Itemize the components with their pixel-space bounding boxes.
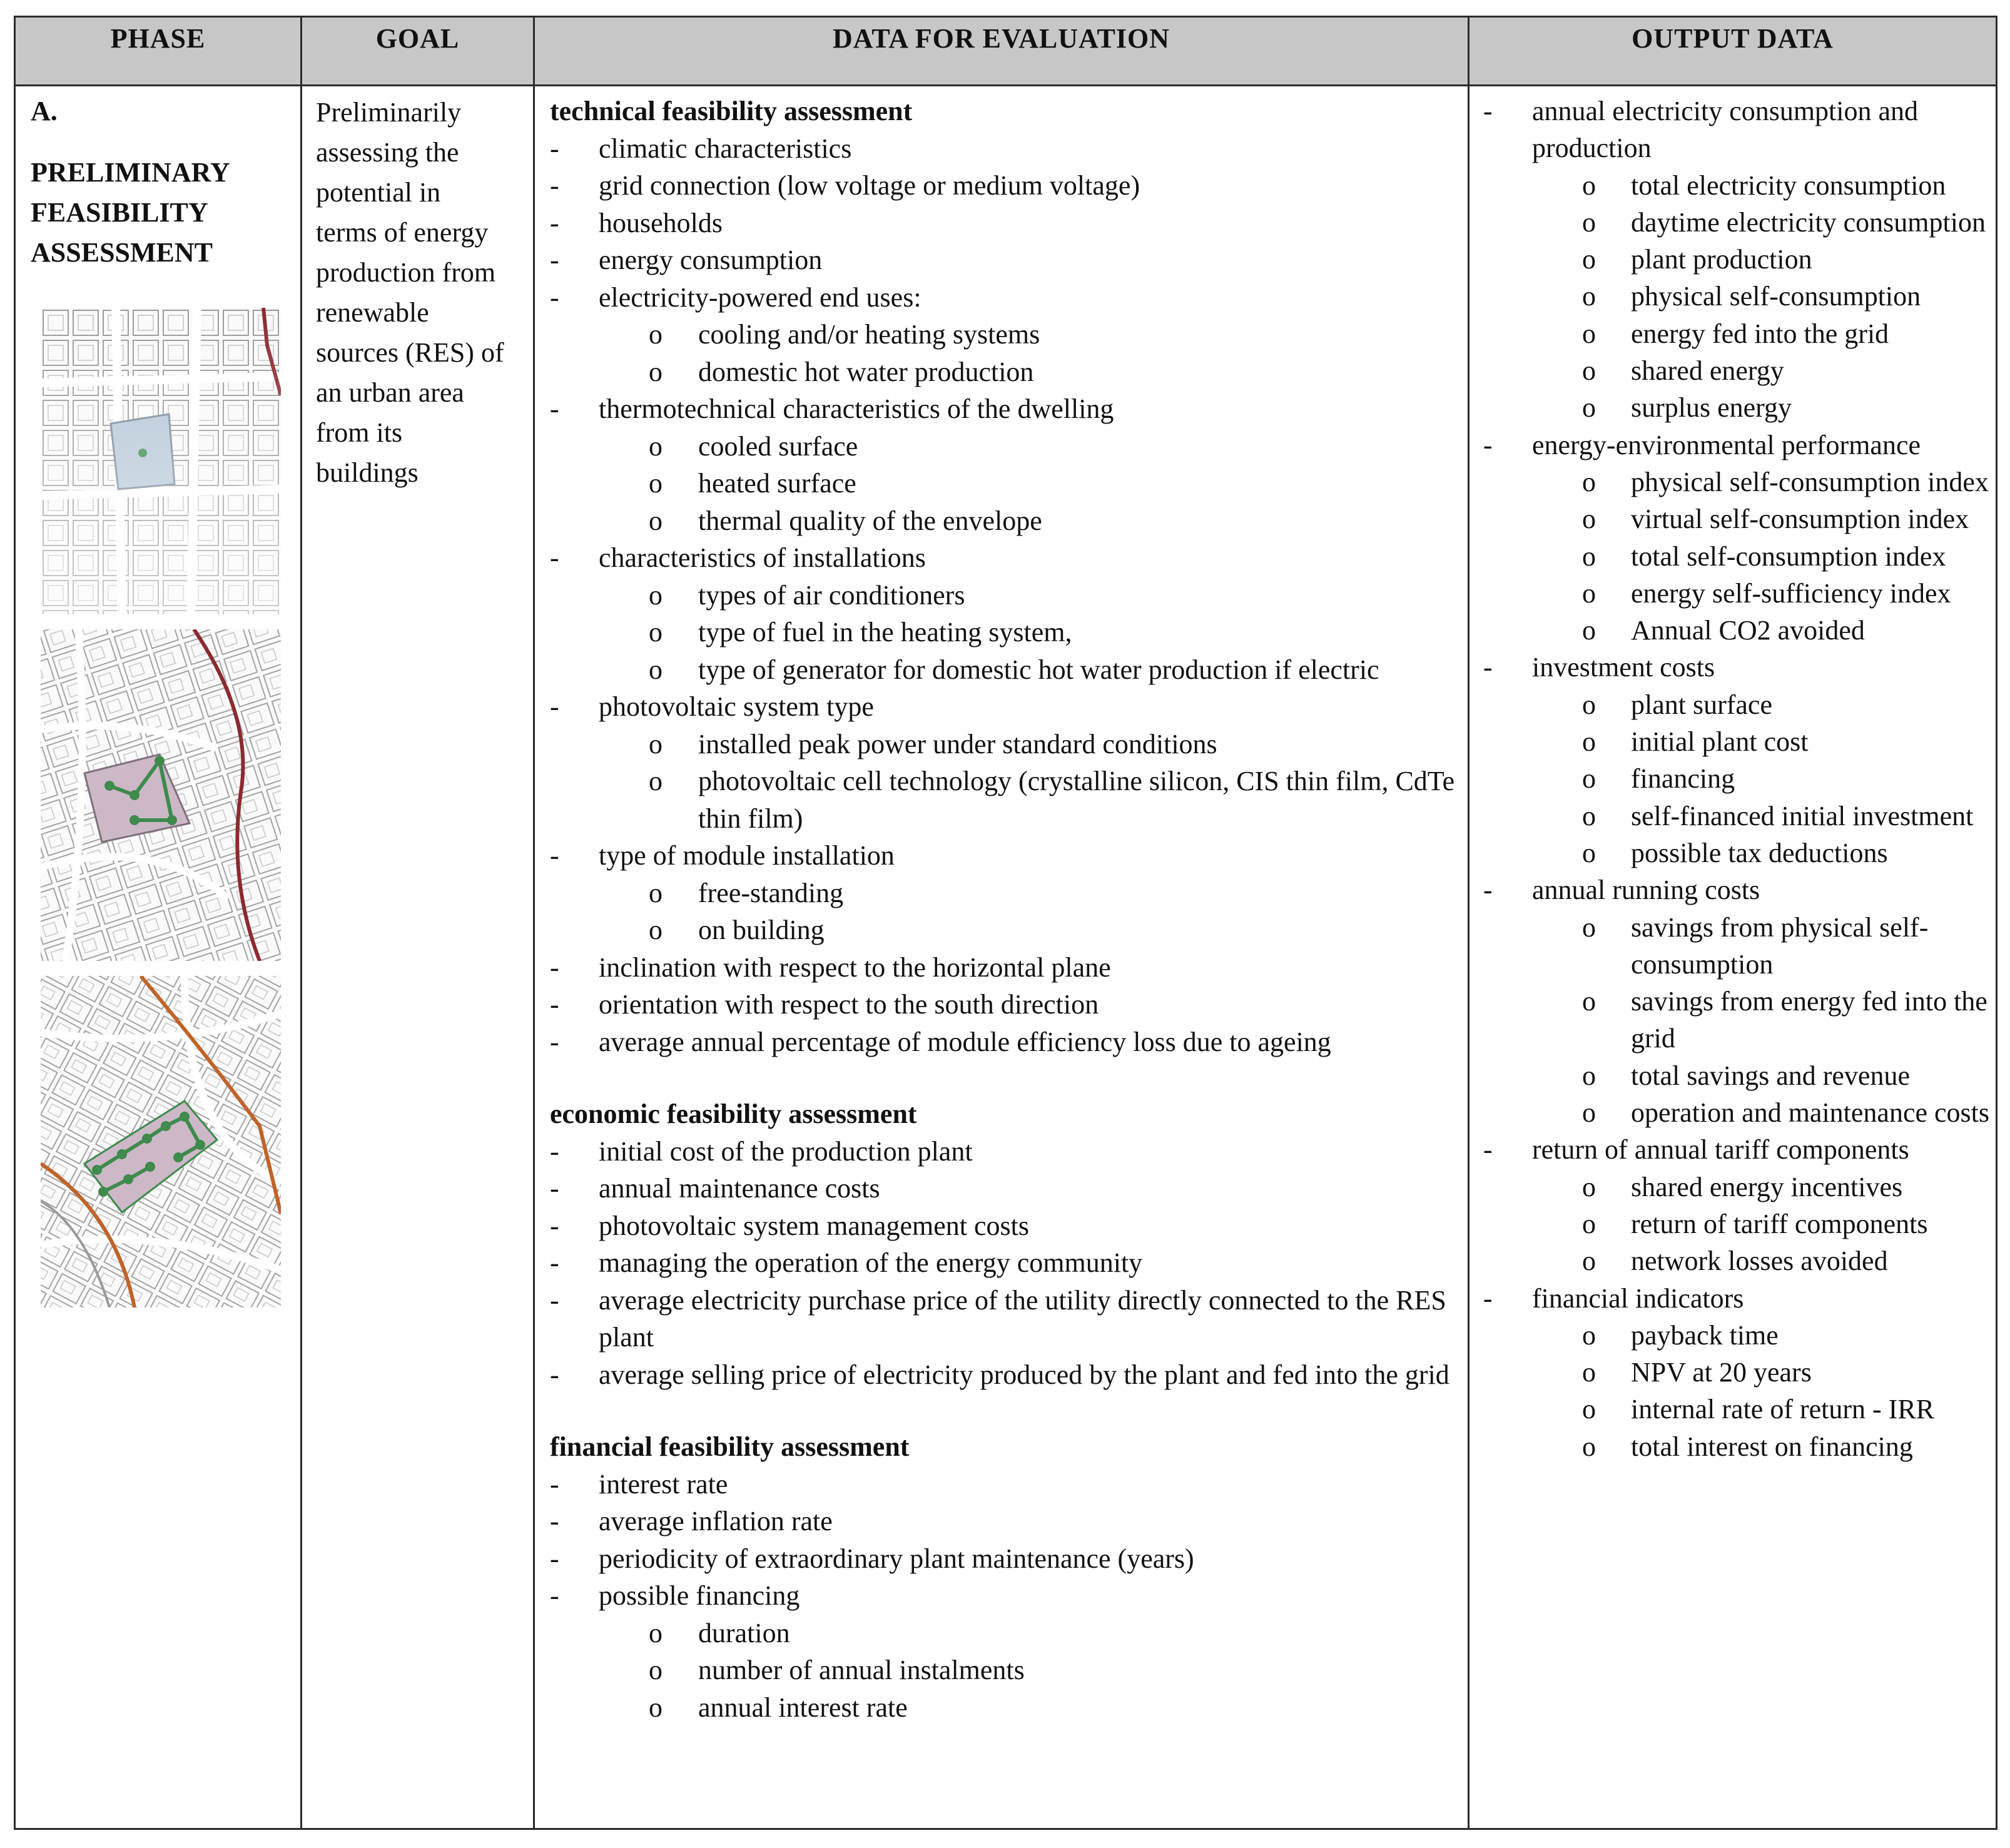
sub-list-item (1483, 500, 1989, 537)
circle-bullet: o (649, 430, 662, 462)
dash-bullet: - (1483, 1134, 1493, 1165)
sub-list-item-text: payback time (1631, 1319, 1779, 1351)
sub-list-item-text: photovoltaic cell technology (crystalline silicon, CIS thin film, CdTe thin film) (698, 766, 1455, 834)
sub-list-item-text: initial plant cost (1631, 726, 1809, 758)
dash-bullet: - (550, 1026, 559, 1057)
dash-bullet: - (550, 1506, 559, 1536)
sub-list-item-text: duration (698, 1617, 790, 1648)
sub-list (1483, 686, 1989, 871)
phase-row (15, 86, 1997, 1829)
dash-bullet: - (550, 1135, 559, 1167)
list-item (550, 1207, 1459, 1245)
goal-line: Preliminarily (316, 97, 462, 128)
sub-list (1483, 909, 1989, 1132)
circle-bullet: o (1582, 726, 1596, 758)
sub-list-item-text: type of generator for domestic hot water production if electric (698, 654, 1379, 685)
sub-list-item (550, 763, 1459, 837)
sub-list-item (1483, 389, 1989, 426)
sub-list-item-text: savings from energy fed into the grid (1631, 986, 1987, 1054)
list-item (550, 205, 1459, 242)
list-item-text: periodicity of extraordinary plant maintenance (years) (599, 1543, 1194, 1574)
list-item-text: average annual percentage of module efficiency loss due to ageing (599, 1026, 1331, 1057)
sub-list-item (1483, 1169, 1989, 1206)
section-title-financial: financial feasibility assessment (550, 1431, 910, 1462)
header-goal: GOAL (302, 17, 534, 86)
circle-bullet: o (1582, 615, 1596, 646)
list-item-text: energy-environmental performance (1532, 429, 1921, 460)
sub-list-item-text: on building (698, 915, 825, 945)
sub-list-item-text: installed peak power under standard conditions (698, 728, 1217, 759)
sub-list-item-text: types of air conditioners (698, 579, 965, 611)
list-item-text: thermotechnical characteristics of the dwelling (599, 393, 1114, 424)
circle-bullet: o (1582, 541, 1596, 572)
sub-list-item (550, 577, 1459, 614)
circle-bullet: o (1582, 392, 1596, 424)
dash-bullet: - (550, 840, 559, 871)
sub-list-item (1483, 612, 1989, 649)
dash-bullet: - (550, 1284, 559, 1316)
sub-list-item (550, 614, 1459, 651)
sub-list-item-text: total electricity consumption (1631, 170, 1946, 201)
sub-list-item-text: possible tax deductions (1631, 837, 1888, 868)
circle-bullet: o (1582, 1246, 1596, 1277)
sub-list-item-text: virtual self-consumption index (1631, 504, 1969, 535)
goal-line: an urban area (316, 377, 464, 408)
list-item-text: photovoltaic system type (599, 691, 874, 722)
map-thumbnail-single-building-icon (41, 308, 281, 614)
circle-bullet: o (1582, 800, 1596, 831)
goal-text (316, 93, 522, 493)
circle-bullet: o (1582, 1394, 1596, 1425)
list-item-text: annual maintenance costs (599, 1173, 880, 1204)
goal-line: renewable (316, 297, 429, 328)
sub-list-item (1483, 464, 1989, 500)
sub-list-item (550, 651, 1459, 689)
goal-line: from its (316, 417, 403, 448)
phase-cell (15, 86, 302, 1829)
circle-bullet: o (1582, 1357, 1596, 1388)
list-item (550, 167, 1459, 205)
list-item-text: average inflation rate (599, 1506, 833, 1536)
output-list (1483, 93, 1989, 1465)
sub-list-item (1483, 723, 1989, 760)
goal-line: assessing the (316, 137, 459, 168)
dash-bullet: - (550, 207, 559, 238)
list-item-text: electricity-powered end uses: (599, 282, 921, 313)
sub-list-item-text: total interest on financing (1631, 1431, 1913, 1462)
dash-bullet: - (550, 1580, 559, 1611)
list-item-text: climatic characteristics (599, 133, 852, 164)
list-item (550, 1282, 1459, 1356)
list-item (1483, 1280, 1989, 1465)
list-item-text: possible financing (599, 1580, 800, 1611)
list-item (550, 1244, 1459, 1282)
sub-list-item (550, 353, 1459, 391)
dash-bullet: - (550, 393, 559, 424)
goal-cell (302, 86, 534, 1829)
list-item (550, 1540, 1459, 1578)
dash-bullet: - (550, 1247, 559, 1278)
dash-bullet: - (550, 1543, 559, 1574)
sub-list-item (1483, 1354, 1989, 1391)
circle-bullet: o (1582, 1319, 1596, 1351)
sub-list-item (1483, 909, 1989, 983)
list-item (550, 1577, 1459, 1726)
dash-bullet: - (550, 245, 559, 275)
list-item (550, 279, 1459, 391)
list-item-text: type of module installation (599, 840, 895, 871)
sub-list-item (550, 875, 1459, 912)
circle-bullet: o (1582, 763, 1596, 795)
list-item (550, 837, 1459, 949)
sub-list-item-text: type of fuel in the heating system, (698, 617, 1072, 647)
sub-list-item (1483, 1094, 1989, 1131)
sub-list (1483, 1317, 1989, 1465)
sub-list-item (1483, 760, 1989, 797)
circle-bullet: o (1582, 1431, 1596, 1462)
list-item-text: investment costs (1532, 652, 1715, 683)
sub-list-item (550, 465, 1459, 502)
list-item (550, 1466, 1459, 1503)
circle-bullet: o (649, 617, 662, 647)
list-item-text: characteristics of installations (599, 542, 926, 573)
section-title-economic: economic feasibility assessment (550, 1099, 917, 1129)
sub-list-item (550, 1689, 1459, 1727)
list-item-text: energy consumption (599, 245, 823, 275)
sub-list-item-text: internal rate of return - IRR (1631, 1394, 1935, 1425)
sub-list-item-text: energy self-sufficiency index (1631, 577, 1951, 609)
list-item (550, 539, 1459, 688)
dash-bullet: - (550, 1173, 559, 1204)
sub-list (550, 428, 1459, 540)
goal-line: terms of energy (316, 217, 489, 248)
circle-bullet: o (649, 1617, 662, 1648)
list-item (550, 1133, 1459, 1170)
section-title-technical: technical feasibility assessment (550, 96, 913, 126)
sub-list-item-text: Annual CO2 avoided (1631, 615, 1865, 646)
financial-list (550, 1466, 1459, 1727)
list-item-text: orientation with respect to the south direction (599, 989, 1099, 1020)
list-item-text: annual electricity consumption and production (1532, 96, 1919, 164)
sub-list-item (1483, 798, 1989, 835)
sub-list-item-text: operation and maintenance costs (1631, 1097, 1990, 1129)
dash-bullet: - (550, 691, 559, 722)
goal-line: potential in (316, 177, 441, 208)
list-item (550, 1170, 1459, 1207)
list-item (550, 1503, 1459, 1540)
sub-list (550, 1615, 1459, 1727)
dash-bullet: - (550, 1468, 559, 1500)
list-item (550, 1356, 1459, 1394)
sub-list-item (1483, 241, 1989, 278)
list-item (550, 688, 1459, 837)
list-item-text: photovoltaic system management costs (599, 1210, 1029, 1241)
circle-bullet: o (649, 1655, 662, 1685)
list-item-text: average selling price of electricity produced by the plant and fed into the grid (599, 1359, 1449, 1390)
sub-list (550, 577, 1459, 689)
sub-list-item (1483, 1428, 1989, 1465)
map-thumbnail-building-cluster-icon (41, 629, 281, 961)
sub-list-item-text: physical self-consumption index (1631, 466, 1989, 497)
goal-line: buildings (316, 457, 419, 488)
sub-list-item-text: self-financed initial investment (1631, 800, 1974, 831)
dash-bullet: - (1483, 96, 1493, 126)
sub-list-item (1483, 686, 1989, 723)
data-cell (534, 86, 1469, 1829)
list-item-text: inclination with respect to the horizontal plane (599, 952, 1111, 983)
list-item-text: annual running costs (1532, 875, 1760, 906)
list-item-text: average electricity purchase price of the utility directly connected to the RES plant (599, 1284, 1446, 1353)
circle-bullet: o (649, 356, 662, 387)
sub-list-item (550, 316, 1459, 353)
output-cell (1469, 86, 1997, 1829)
sub-list-item (1483, 983, 1989, 1057)
dash-bullet: - (550, 542, 559, 573)
list-item (1483, 427, 1989, 649)
header-data: DATA FOR EVALUATION (534, 17, 1469, 86)
sub-list (1483, 1169, 1989, 1280)
sub-list-item-text: plant production (1631, 244, 1812, 275)
dash-bullet: - (550, 1210, 559, 1241)
sub-list-item-text: physical self-consumption (1631, 281, 1921, 312)
sub-list-item (1483, 1242, 1989, 1279)
circle-bullet: o (649, 1692, 662, 1723)
sub-list-item-text: total self-consumption index (1631, 541, 1946, 572)
sub-list-item-text: return of tariff components (1631, 1208, 1928, 1239)
dash-bullet: - (1483, 875, 1493, 906)
sub-list (1483, 464, 1989, 649)
sub-list-item (550, 428, 1459, 465)
sub-list (550, 726, 1459, 838)
circle-bullet: o (1582, 244, 1596, 275)
sub-list-item-text: shared energy incentives (1631, 1171, 1903, 1202)
circle-bullet: o (1582, 170, 1596, 201)
sub-list-item (550, 1615, 1459, 1652)
sub-list-item (1483, 1057, 1989, 1094)
sub-list-item (550, 726, 1459, 763)
dash-bullet: - (550, 133, 559, 164)
dash-bullet: - (550, 170, 559, 201)
circle-bullet: o (649, 728, 662, 759)
dash-bullet: - (550, 282, 559, 313)
sub-list (550, 316, 1459, 390)
sub-list-item (550, 502, 1459, 540)
list-item (550, 986, 1459, 1023)
sub-list-item-text: savings from physical self-consumption (1631, 911, 1929, 980)
sub-list-item-text: heated surface (698, 468, 856, 499)
sub-list-item (550, 1652, 1459, 1689)
circle-bullet: o (649, 766, 662, 796)
list-item (1483, 93, 1989, 427)
circle-bullet: o (1582, 281, 1596, 312)
feasibility-table (14, 16, 1997, 1830)
circle-bullet: o (1582, 355, 1596, 387)
dash-bullet: - (550, 989, 559, 1020)
header-phase: PHASE (15, 17, 302, 86)
dash-bullet: - (550, 952, 559, 983)
list-item (1483, 871, 1989, 1131)
circle-bullet: o (1582, 466, 1596, 497)
technical-list (550, 130, 1459, 1061)
circle-bullet: o (1582, 689, 1596, 720)
list-item (550, 241, 1459, 279)
header-output: OUTPUT DATA (1469, 17, 1997, 86)
list-item (550, 390, 1459, 539)
list-item-text: managing the operation of the energy community (599, 1247, 1143, 1278)
circle-bullet: o (1582, 504, 1596, 535)
sub-list-item-text: cooled surface (698, 430, 858, 462)
phase-title-line: PRELIMINARY (31, 156, 230, 188)
sub-list-item-text: annual interest rate (698, 1692, 908, 1723)
circle-bullet: o (649, 505, 662, 536)
sub-list-item (1483, 1391, 1989, 1428)
sub-list-item-text: energy fed into the grid (1631, 318, 1889, 349)
sub-list-item-text: financing (1631, 763, 1735, 795)
sub-list-item-text: plant surface (1631, 689, 1772, 720)
sub-list-item (1483, 204, 1989, 241)
circle-bullet: o (649, 319, 662, 350)
phase-title-line: ASSESSMENT (31, 236, 213, 268)
circle-bullet: o (649, 579, 662, 611)
list-item-text: households (599, 207, 723, 238)
sub-list-item (1483, 835, 1989, 871)
list-item (550, 949, 1459, 987)
circle-bullet: o (1582, 1060, 1596, 1091)
dash-bullet: - (1483, 652, 1493, 683)
sub-list-item-text: surplus energy (1631, 392, 1792, 424)
sub-list-item (1483, 1317, 1989, 1354)
list-item-text: financial indicators (1532, 1282, 1744, 1314)
circle-bullet: o (1582, 837, 1596, 868)
sub-list-item (1483, 575, 1989, 612)
sub-list-item (1483, 167, 1989, 204)
list-item (1483, 1131, 1989, 1279)
sub-list-item (1483, 315, 1989, 352)
sub-list-item (1483, 538, 1989, 575)
sub-list-item-text: total savings and revenue (1631, 1060, 1910, 1091)
sub-list-item-text: network losses avoided (1631, 1246, 1888, 1277)
circle-bullet: o (1582, 1171, 1596, 1202)
sub-list-item (1483, 278, 1989, 315)
dash-bullet: - (550, 1359, 559, 1390)
phase-title-line: FEASIBILITY (31, 196, 208, 228)
sub-list-item-text: number of annual instalments (698, 1655, 1025, 1685)
sub-list-item (1483, 352, 1989, 389)
list-item (550, 1023, 1459, 1061)
list-item (550, 130, 1459, 168)
map-thumbnail-district-icon (41, 976, 281, 1307)
sub-list-item-text: shared energy (1631, 355, 1784, 387)
circle-bullet: o (1582, 911, 1596, 943)
sub-list (1483, 167, 1989, 427)
list-item-text: grid connection (low voltage or medium voltage) (599, 170, 1140, 201)
sub-list-item-text: domestic hot water production (698, 356, 1034, 387)
circle-bullet: o (1582, 577, 1596, 609)
phase-title (31, 153, 288, 273)
circle-bullet: o (1582, 986, 1596, 1017)
sub-list-item-text: thermal quality of the envelope (698, 505, 1042, 536)
goal-line: sources (RES) of (316, 337, 504, 368)
goal-line: production from (316, 257, 496, 288)
dash-bullet: - (1483, 429, 1493, 460)
sub-list-item (1483, 1206, 1989, 1242)
header-row (15, 17, 1997, 86)
sub-list-item-text: free-standing (698, 877, 844, 908)
circle-bullet: o (649, 877, 662, 908)
list-item-text: interest rate (599, 1468, 728, 1500)
sub-list-item (550, 911, 1459, 949)
sub-list-item-text: daytime electricity consumption (1631, 206, 1986, 238)
list-item-text: initial cost of the production plant (599, 1135, 973, 1167)
circle-bullet: o (649, 915, 662, 945)
phase-letter: A. (31, 96, 58, 126)
circle-bullet: o (1582, 318, 1596, 349)
sub-list (550, 875, 1459, 949)
list-item (1483, 649, 1989, 871)
economic-list (550, 1133, 1459, 1394)
circle-bullet: o (649, 468, 662, 499)
circle-bullet: o (1582, 1097, 1596, 1129)
dash-bullet: - (1483, 1282, 1493, 1314)
circle-bullet: o (1582, 206, 1596, 238)
sub-list-item-text: NPV at 20 years (1631, 1357, 1812, 1388)
list-item-text: return of annual tariff components (1532, 1134, 1909, 1165)
circle-bullet: o (649, 654, 662, 685)
circle-bullet: o (1582, 1208, 1596, 1239)
sub-list-item-text: cooling and/or heating systems (698, 319, 1040, 350)
map-thumbnails (41, 308, 281, 1307)
